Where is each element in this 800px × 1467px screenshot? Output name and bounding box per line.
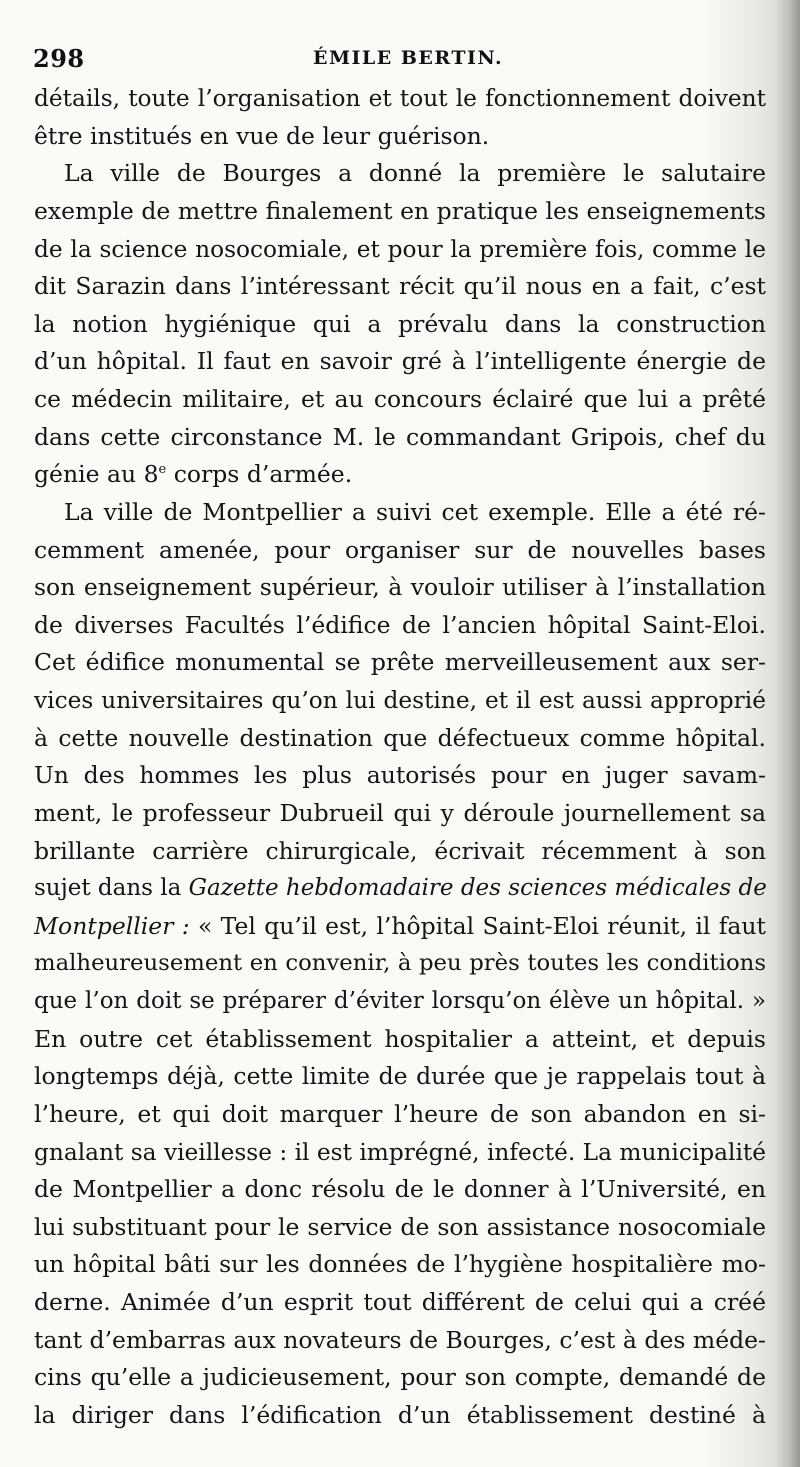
text-line: dit Sarazin dans l’intéressant récit qu’il nous en a fait, c’est <box>34 272 766 301</box>
page-header <box>33 44 773 74</box>
text-line: la notion hygiénique qui a prévalu dans la construction <box>34 309 766 338</box>
journal-title: Gazette hebdomadaire des sciences médicales de <box>188 875 767 902</box>
text-line: dans cette circonstance M. le commandant Gripois, chef du <box>34 422 766 451</box>
text-line: d’un hôpital. Il faut en savoir gré à l’intelligente énergie de <box>34 347 766 376</box>
text-line: ment, le professeur Dubrueil qui y déroule journellement sa <box>34 798 766 827</box>
text-line: l’heure, et qui doit marquer l’heure de son abandon en si- <box>34 1099 766 1128</box>
text-line: lui substituant pour le service de son assistance nosocomiale <box>34 1212 766 1241</box>
text-line: cemment amenée, pour organiser sur de nouvelles bases <box>34 535 766 564</box>
text-line <box>34 870 766 908</box>
text-line: En outre cet établissement hospitalier a atteint, et depuis <box>34 1024 766 1053</box>
text-line: gnalant sa vieillesse : il est imprégné, infecté. La municipalité <box>34 1138 766 1166</box>
text-fragment: sujet dans la <box>34 875 189 902</box>
text-line: détails, toute l’organisation et tout le fonctionnement doivent <box>34 85 766 112</box>
text-line <box>34 908 766 946</box>
text-line: un hôpital bâti sur les données de l’hygiène hospitalière mo- <box>34 1250 766 1279</box>
body-text <box>34 80 766 1435</box>
running-head: ÉMILE BERTIN. <box>313 47 504 69</box>
text-line: à cette nouvelle destination que défectueux comme hôpital. <box>34 723 766 752</box>
text-line: brillante carrière chirurgicale, écrivait récemment à son <box>34 836 766 865</box>
paragraph-start-line: La ville de Montpellier a suivi cet exemple. Elle a été ré- <box>64 497 766 526</box>
page-number: 298 <box>33 44 85 73</box>
text-line: son enseignement supérieur, à vouloir utiliser à l’installation <box>34 573 766 602</box>
text-line: tant d’embarras aux novateurs de Bourges, c’est à des méde- <box>34 1325 766 1354</box>
text-line: de Montpellier a donc résolu de le donner à l’Université, en <box>34 1175 766 1204</box>
page-gutter-shadow <box>774 0 800 1467</box>
text-fragment: génie au 8 <box>34 460 159 489</box>
text-line: de diverses Facultés l’édifice de l’ancien hôpital Saint-Eloi. <box>34 610 766 639</box>
text-line <box>34 456 766 494</box>
text-line: cins qu’elle a judicieusement, pour son compte, demandé de <box>34 1363 766 1392</box>
text-fragment: « Tel qu’il est, l’hôpital Saint-Eloi réunit, il faut <box>189 911 766 940</box>
text-line: de la science nosocomiale, et pour la première fois, comme le <box>34 235 766 263</box>
text-line: derne. Animée d’un esprit tout différent de celui qui a créé <box>34 1288 766 1316</box>
superscript: e <box>158 462 167 478</box>
text-line: Un des hommes les plus autorisés pour en juger savam- <box>34 761 766 790</box>
text-line: la diriger dans l’édification d’un établissement destiné à <box>34 1400 766 1429</box>
journal-title-continued: Montpellier : <box>34 911 190 940</box>
text-line: être institués en vue de leur guérison. <box>34 121 490 150</box>
text-line: que l’on doit se préparer d’éviter lorsqu’on élève un hôpital. » <box>34 988 766 1014</box>
paragraph-start-line: La ville de Bourges a donné la première le salutaire <box>64 159 766 188</box>
text-line: exemple de mettre finalement en pratique les enseignements <box>34 196 766 225</box>
text-fragment: corps d’armée. <box>166 460 353 489</box>
text-line: vices universitaires qu’on lui destine, et il est aussi approprié <box>34 687 766 714</box>
text-line: ce médecin militaire, et au concours éclairé que lui a prêté <box>34 385 766 413</box>
text-line: Cet édifice monumental se prête merveilleusement aux ser- <box>34 648 766 677</box>
text-line: malheureusement en convenir, à peu près toutes les conditions <box>34 950 766 977</box>
text-line: longtemps déjà, cette limite de durée que je rappelais tout à <box>34 1062 766 1091</box>
